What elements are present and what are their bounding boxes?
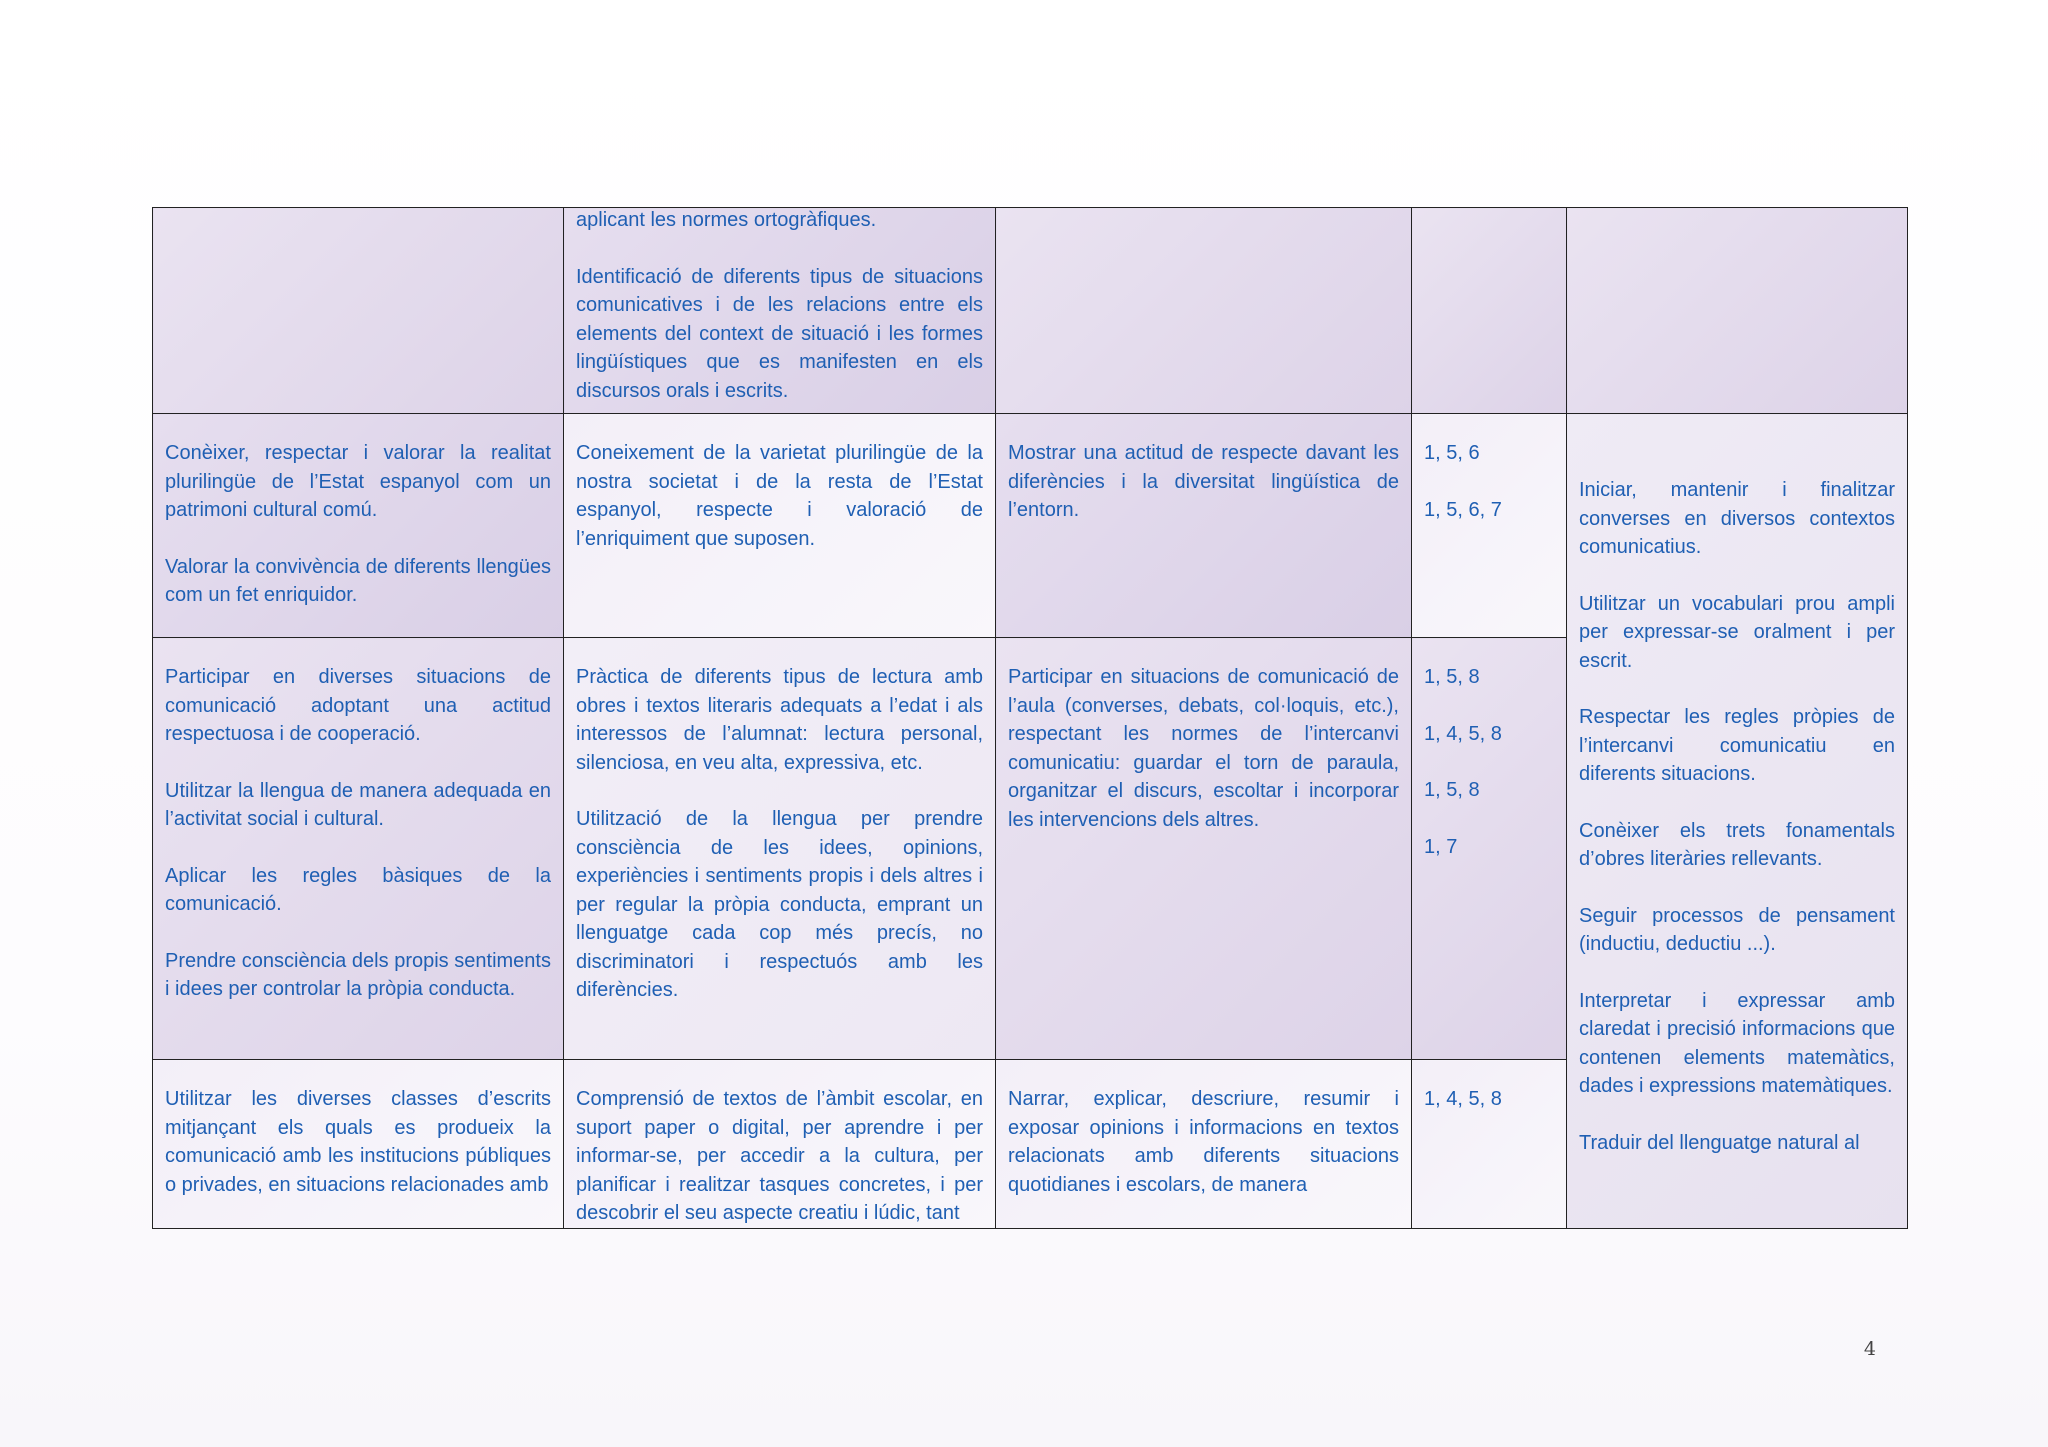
general-objective-text: Utilitzar un vocabulari prou ampli per expressar-se oralment i per escrit. [1579, 592, 1895, 672]
criteria-cell [996, 414, 1412, 638]
criteria-text: Narrar, explicar, descriure, resumir i exposar opinions i informacions en textos relacionats amb diferents situacions quotidianes i escolars, de manera [1008, 1088, 1399, 1196]
content-text: Identificació de diferents tipus de situacions comunicatives i de les relacions entre els elements del context de situació i les formes lingüístiques que es manifesten en els discursos orals i escrits. [576, 265, 983, 402]
content-text: Utilització de la llengua per prendre consciència de les idees, opinions, experiències i sentiments propis i dels altres i per regular la pròpia conducta, emprant un llenguatge cada cop més precís, no discriminatori i respectuós amb les diferències. [576, 808, 983, 1001]
content-text: Pràctica de diferents tipus de lectura amb obres i textos literaris adequats a l’edat i als interessos de l’alumnat: lectura personal, silenciosa, en veu alta, expressiva, etc. [576, 666, 983, 774]
competence-numbers: 1, 4, 5, 8 [1424, 1088, 1502, 1110]
objective-text: Valorar la convivència de diferents llengües com un fet enriquidor. [165, 555, 551, 606]
competences-cell [1412, 638, 1567, 1060]
competence-numbers: 1, 5, 8 [1424, 779, 1480, 801]
contents-cell [564, 414, 996, 638]
criteria-cell [996, 638, 1412, 1060]
general-objective-text: Seguir processos de pensament (inductiu, deductiu ...). [1579, 904, 1895, 955]
objective-text: Participar en diverses situacions de comunicació adoptant una actitud respectuosa i de cooperació. [165, 666, 551, 745]
general-objective-text: Traduir del llenguatge natural al [1579, 1131, 1860, 1154]
criteria-text: Mostrar una actitud de respecte davant les diferències i la diversitat lingüística de l’entorn. [1008, 442, 1399, 521]
curriculum-table [152, 207, 1908, 1229]
objective-text: Aplicar les regles bàsiques de la comunicació. [165, 864, 551, 915]
general-objectives-cell [1567, 414, 1908, 1229]
competence-numbers: 1, 5, 6 [1424, 442, 1480, 464]
content-text: aplicant les normes ortogràfiques. [576, 209, 877, 231]
general-objective-text: Iniciar, mantenir i finalitzar converses en diversos contextos comunicatius. [1579, 479, 1895, 558]
competence-numbers: 1, 4, 5, 8 [1424, 722, 1502, 745]
criteria-cell [996, 1060, 1412, 1229]
general-objective-text: Respectar les regles pròpies de l’intercanvi comunicatiu en diferents situacions. [1579, 706, 1895, 785]
competence-numbers: 1, 7 [1424, 835, 1458, 858]
competences-cell [1412, 414, 1567, 638]
objectives-cell [153, 208, 564, 414]
objective-text: Prendre consciència dels propis sentiments i idees per controlar la pròpia conducta. [165, 949, 551, 1000]
competence-numbers: 1, 5, 6, 7 [1424, 498, 1502, 521]
general-objective-text: Conèixer els trets fonamentals d’obres literàries rellevants. [1579, 819, 1895, 870]
objective-text: Utilitzar les diverses classes d’escrits mitjançant els quals es produeix la comunicació amb les institucions públiques o privades, en situacions relacionades amb [165, 1088, 551, 1196]
table-row [153, 208, 1908, 414]
competence-numbers: 1, 5, 8 [1424, 666, 1480, 688]
general-objectives-top-cell [1567, 208, 1908, 414]
content-text: Coneixement de la varietat plurilingüe de la nostra societat i de la resta de l’Estat espanyol, respecte i valoració de l’enriquiment que suposen. [576, 442, 983, 550]
criteria-text: Participar en situacions de comunicació de l’aula (converses, debats, col·loquis, etc.), respectant les normes de l’intercanvi comunicatiu: guardar el torn de paraula, organitzar el discurs, escoltar i incorporar les intervencions dels altres. [1008, 666, 1399, 831]
general-objective-text: Interpretar i expressar amb claredat i precisió informacions que contenen elements matemàtics, dades i expressions matemàtiques. [1579, 989, 1895, 1097]
competences-cell [1412, 208, 1567, 414]
objectives-cell [153, 1060, 564, 1229]
contents-cell [564, 208, 996, 414]
criteria-cell [996, 208, 1412, 414]
table-row [153, 414, 1908, 638]
page-number: 4 [1863, 1338, 1876, 1360]
objectives-cell [153, 414, 564, 638]
objective-text: Conèixer, respectar i valorar la realitat plurilingüe de l’Estat espanyol com un patrimoni cultural comú. [165, 442, 551, 521]
competences-cell [1412, 1060, 1567, 1229]
contents-cell [564, 638, 996, 1060]
objectives-cell [153, 638, 564, 1060]
objective-text: Utilitzar la llengua de manera adequada en l’activitat social i cultural. [165, 779, 551, 830]
contents-cell [564, 1060, 996, 1229]
content-text: Comprensió de textos de l’àmbit escolar, en suport paper o digital, per aprendre i per informar-se, per accedir a la cultura, per planificar i realitzar tasques concretes, i per descobrir el seu aspecte creatiu i lúdic, tant [576, 1088, 983, 1224]
